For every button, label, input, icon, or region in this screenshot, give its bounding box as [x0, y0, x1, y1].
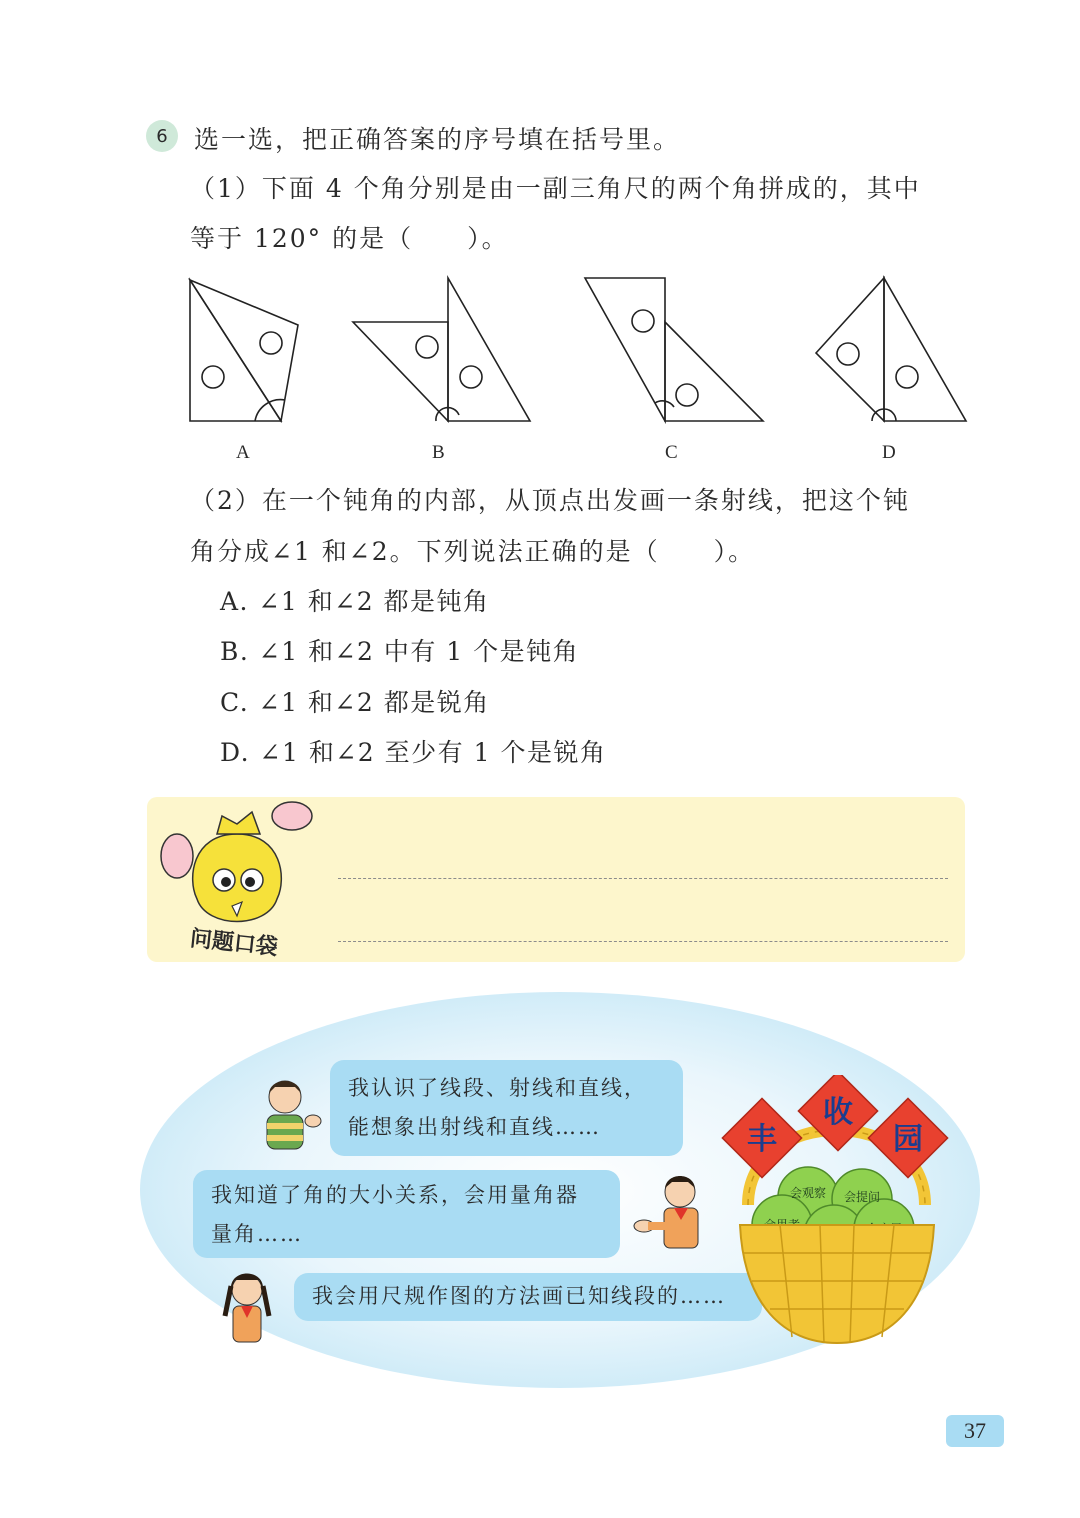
boy-avatar-1 — [255, 1075, 325, 1155]
option-c: C. ∠1 和∠2 都是锐角 — [220, 688, 490, 717]
option-a: A. ∠1 和∠2 都是钝角 — [220, 587, 490, 616]
speech-bubble-3: 我会用尺规作图的方法画已知线段的…… — [294, 1273, 762, 1321]
figure-d — [816, 278, 966, 421]
figure-label-d: D — [882, 442, 896, 463]
figure-label-a: A — [236, 442, 250, 463]
figure-label-b: B — [432, 442, 445, 463]
bubble2-line2: 量角…… — [211, 1222, 303, 1246]
figure-label-c: C — [665, 442, 678, 463]
question-number-badge: 6 — [146, 120, 178, 152]
apple-label-observe: 会观察 — [789, 1186, 827, 1200]
part1-line2: 等于 120° 的是（ ）。 — [190, 224, 509, 253]
option-d: D. ∠1 和∠2 至少有 1 个是锐角 — [220, 738, 607, 767]
question-title: 选一选，把正确答案的序号填在括号里。 — [194, 125, 681, 154]
bubble2-line1: 我知道了角的大小关系，会用量角器 — [211, 1183, 579, 1207]
harvest-basket-icon — [720, 1075, 955, 1365]
pocket-mascot-icon — [152, 794, 322, 944]
answer-line-1 — [338, 878, 948, 879]
figure-c — [585, 278, 763, 421]
sign-char-1: 丰 — [747, 1122, 777, 1157]
sign-char-2: 收 — [823, 1095, 853, 1130]
speech-bubble-2 — [193, 1170, 620, 1258]
pocket-label: 问题口袋 — [188, 926, 279, 961]
apple-label-ask: 会提问 — [843, 1190, 881, 1204]
speech-bubble-1 — [330, 1060, 683, 1156]
figure-b — [353, 278, 530, 421]
part2-line2: 角分成∠1 和∠2。下列说法正确的是（ ）。 — [190, 537, 756, 566]
figure-a — [190, 280, 298, 421]
girl-avatar — [215, 1268, 285, 1348]
part2-line1: （2）在一个钝角的内部，从顶点出发画一条射线，把这个钝 — [190, 486, 910, 515]
part1-line1: （1）下面 4 个角分别是由一副三角尺的两个角拼成的，其中 — [190, 174, 921, 203]
page-number: 37 — [946, 1415, 1004, 1447]
option-b: B. ∠1 和∠2 中有 1 个是钝角 — [220, 637, 580, 666]
answer-line-2 — [338, 941, 948, 942]
boy-avatar-2 — [630, 1172, 710, 1252]
sign-char-3: 园 — [893, 1122, 923, 1157]
harvest-sign — [722, 1075, 947, 1178]
bubble1-line2: 能想象出射线和直线…… — [348, 1115, 601, 1139]
bubble1-line1: 我认识了线段、射线和直线， — [348, 1076, 647, 1100]
angle-figures — [180, 270, 980, 440]
